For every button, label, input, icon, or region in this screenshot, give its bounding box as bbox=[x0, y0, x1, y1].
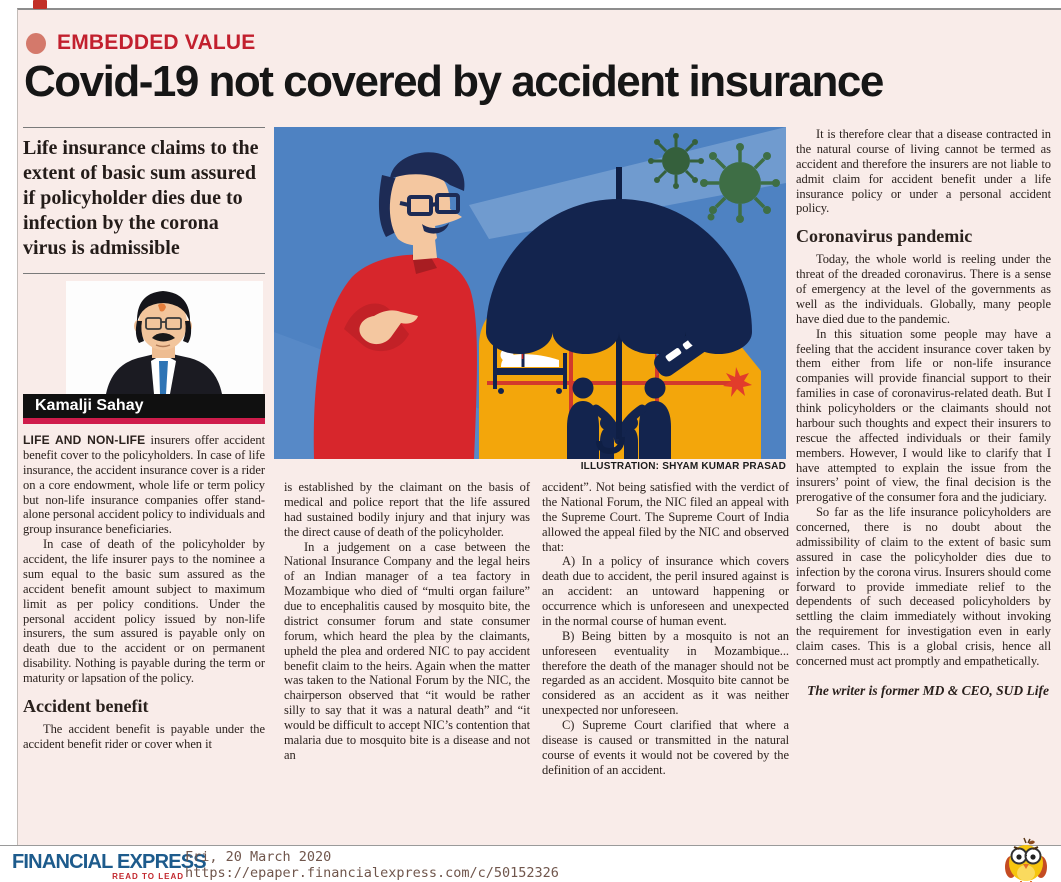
author-portrait-illustration bbox=[66, 281, 263, 394]
body-paragraph: Today, the whole world is reeling under the threat of the dreaded coronavirus. There is a sense of emergency at the level of the governments as well as the individuals. Globally, many people have died due to the pandemic. bbox=[796, 252, 1051, 326]
kicker bbox=[26, 31, 255, 55]
footer-bar bbox=[0, 845, 1061, 882]
publisher-name: FINANCIAL EXPRESS bbox=[12, 851, 206, 873]
publisher-tagline: READ TO LEAD bbox=[112, 872, 184, 881]
accent-bar bbox=[23, 418, 265, 424]
body-paragraph: In a judgement on a case between the National Insurance Company and the legal heirs of an Indian manager of a tea factory in Mozambique who died of “multi organ failure” due to encephalitis caused by mosquito bite, the district consumer forum and state consumer forum, which heard the plea by the claimants, upheld the plea and ordered NIC to pay accident benefit claim to the heirs. Again when the matter was taken to the National Forum by the NIC, the chairperson observed that “it would be rather silly to say that it was a natural death” and “it would be difficult to accept NIC’s contention that malaria due to mosquito bite is a disease and not an bbox=[284, 539, 530, 762]
column-1-text bbox=[23, 433, 265, 752]
kicker-label: EMBEDDED VALUE bbox=[57, 31, 256, 54]
headline: Covid-19 not covered by accident insurance bbox=[24, 57, 883, 106]
body-paragraph: In this situation some people may have a feeling that the accident insurance cover taken by them either from life or non-life insurance companies will provide financial support to their families in case of coronavirus-related death. But I think policyholders or the claimants should not harbour such thoughts and expect their insurers to rescue the affected individuals or their family members. However, I would like to clarify that I have attempted to explain the issue from the insurers’ point of view, the final decision is the prerogative of the consumer fora and the judiciary. bbox=[796, 326, 1051, 505]
author-name-bar: Kamalji Sahay bbox=[23, 394, 265, 418]
virus-icon bbox=[700, 143, 780, 223]
epaper-stamp bbox=[185, 849, 559, 881]
body-paragraph: In case of death of the policyholder by accident, the life insurer pays to the nominee a sum equal to the basic sum assured as the accident benefit amount subject to maximum limit as per policy conditions. Under the personal accident policy issued by non-life insurers, the sum assured is payable only on death due to the accident or on permanent disability. Nothing is payable during the term or maturity or lapsation of the policy. bbox=[23, 537, 265, 685]
section-heading: Coronavirus pandemic bbox=[796, 226, 973, 247]
column-3 bbox=[542, 480, 789, 778]
column-4 bbox=[796, 127, 1051, 699]
virus-icon bbox=[648, 133, 704, 189]
section-heading: Accident benefit bbox=[23, 695, 149, 716]
writer-byline: The writer is former MD & CEO, SUD Life bbox=[807, 682, 1049, 698]
owl-mascot-icon bbox=[1002, 837, 1050, 882]
article-clip bbox=[17, 8, 1061, 845]
lead-in: LIFE AND NON-LIFE bbox=[23, 433, 146, 447]
body-paragraph: is established by the claimant on the basis of medical and police report that the life assured had sustained bodily injury and that injury was the direct cause of death of the policyholder. bbox=[284, 480, 530, 539]
body-paragraph: A) In a policy of insurance which covers death due to accident, the peril insured against is an accident: an untoward happening or occurrence which is unforeseen and unexpected in the normal course of human event. bbox=[542, 554, 789, 628]
date-text: Fri, 20 March 2020 bbox=[185, 849, 332, 865]
body-paragraph: The accident benefit is payable under the accident benefit rider or cover when it bbox=[23, 721, 265, 751]
body-paragraph: B) Being bitten by a mosquito is not an unforeseen eventuality in Mozambique... therefore the death of the manager should not be regarded as an accident. Mosquito bite cannot be considered as an accident as it was neither unexpected nor unforeseen. bbox=[542, 628, 789, 718]
body-paragraph bbox=[23, 433, 265, 537]
url-link[interactable]: https://epaper.financialexpress.com/c/50152326 bbox=[185, 865, 559, 881]
body-paragraph: So far as the life insurance policyholders are concerned, there is no doubt about the admissibility of claim to the extent of basic sum assured in case the policyholder dies due to infection by the corona virus. Insurers should come forward to provide immediate relief to the dependents of such deceased policyholders by settling the claim immediately without invoking the requirement for investigation even in early claim cases. This is a global crisis, hence all concerned must act promptly and empathetically. bbox=[796, 505, 1051, 668]
column-1 bbox=[23, 127, 265, 752]
column-2 bbox=[284, 480, 530, 763]
torn-red-mark bbox=[33, 0, 47, 9]
illustration-canvas bbox=[274, 127, 786, 459]
body-paragraph: C) Supreme Court clarified that where a disease is caused or transmitted in the natural course of events it would not be covered by the definition of an accident. bbox=[542, 718, 789, 777]
body-paragraph: It is therefore clear that a disease contracted in the natural course of living cannot be termed as accident and therefore the insurers are not liable to admit claim for accident benefit under a life insurance policy or under a personal accident policy. bbox=[796, 127, 1051, 216]
author-photo bbox=[66, 281, 263, 394]
body-paragraph: accident”. Not being satisfied with the verdict of the National Forum, the NIC filed an appeal with the Supreme Court. The Supreme Court of India allowed the appeal filed by the NIC and observed that: bbox=[542, 480, 789, 554]
kicker-dot-icon bbox=[26, 33, 46, 54]
publisher-logo bbox=[12, 851, 206, 881]
editorial-illustration bbox=[274, 127, 786, 459]
standfirst: Life insurance claims to the extent of basic sum assured if policyholder dies due to infection by the corona virus is admissible bbox=[23, 127, 265, 274]
paragraph-text: insurers offer accident benefit cover to the policyholders. In case of life insurance, the accident insurance cover is a rider on a core endowment, whole life or term policy but non-life insurance companies offer stand-alone personal accident policy to individuals and group insurance beneficiaries. bbox=[23, 433, 265, 537]
illustration-caption: ILLUSTRATION: SHYAM KUMAR PRASAD bbox=[580, 461, 786, 472]
